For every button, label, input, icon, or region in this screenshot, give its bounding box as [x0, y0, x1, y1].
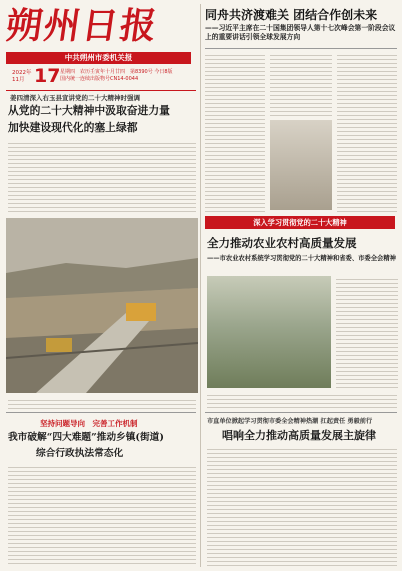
banner-subheadline: ——市农业农村系统学习贯彻党的二十大精神和省委、市委全会精神 — [207, 255, 396, 262]
lead-body-text — [8, 140, 196, 215]
top-right-subheadline: ——习近平主席在二十国集团领导人第十七次峰会第一阶段会议上的重要讲话引领全球发展方向 — [205, 24, 396, 41]
text-column-2 — [270, 52, 332, 116]
photo-caption — [8, 397, 196, 411]
lead-headline-2: 加快建设现代化的塞上绿都 — [8, 121, 138, 134]
lead-headline-1: 从党的二十大精神中汲取奋进力量 — [8, 104, 170, 117]
issue-info-line-2: 国内统一连续出版物号CN14-0044 — [60, 76, 139, 82]
bottom-left-kicker: 坚持问题导向 完善工作机制 — [40, 419, 138, 428]
bottom-left-headline-1: 我市破解“四大难题”推动乡镇(街道) — [8, 432, 164, 443]
bottom-right-divider — [205, 412, 397, 413]
column-divider — [200, 4, 201, 567]
top-right-headline: 同舟共济渡难关 团结合作创未来 — [205, 8, 378, 22]
banner-headline: 全力推动农业农村高质量发展 — [207, 236, 357, 250]
newspaper-masthead: 朔州日报 — [3, 5, 161, 47]
issue-info — [60, 69, 195, 83]
banner-photo — [207, 276, 331, 388]
bottom-right-headline: 唱响全力推动高质量发展主旋律 — [222, 429, 376, 442]
banner-body-text-right — [336, 276, 398, 391]
section-banner: 深入学习贯彻党的二十大精神 — [205, 216, 395, 229]
bottom-left-divider — [6, 412, 196, 413]
issue-info-line-1: 星期四 农历壬寅年十月廿四 第8390号 今日8版 — [60, 69, 173, 75]
bottom-right-kicker: 市直单位掀起学习贯彻市委全会精神热潮 扛起责任 勇毅前行 — [207, 418, 373, 425]
lead-photo-scene — [6, 218, 198, 393]
lead-kicker: 姜四清深入右玉县宣讲党的二十大精神时强调 — [10, 94, 140, 102]
organ-label: 中共朔州市委机关报 — [6, 52, 191, 64]
year-month: 2022年 11月 — [12, 70, 32, 83]
top-right-divider — [205, 48, 397, 49]
bottom-left-body-text — [8, 464, 196, 566]
bottom-left-headline-2: 综合行政执法常态化 — [36, 448, 124, 459]
dateline — [6, 67, 196, 89]
inset-photo — [270, 120, 332, 210]
banner-body-text-bottom — [207, 392, 397, 408]
lead-photo — [6, 218, 198, 393]
text-column-1 — [205, 52, 265, 212]
text-column-3 — [337, 52, 397, 212]
bottom-right-body-text — [207, 446, 397, 566]
masthead-divider — [6, 90, 196, 91]
issue-day: 17 — [34, 65, 61, 87]
